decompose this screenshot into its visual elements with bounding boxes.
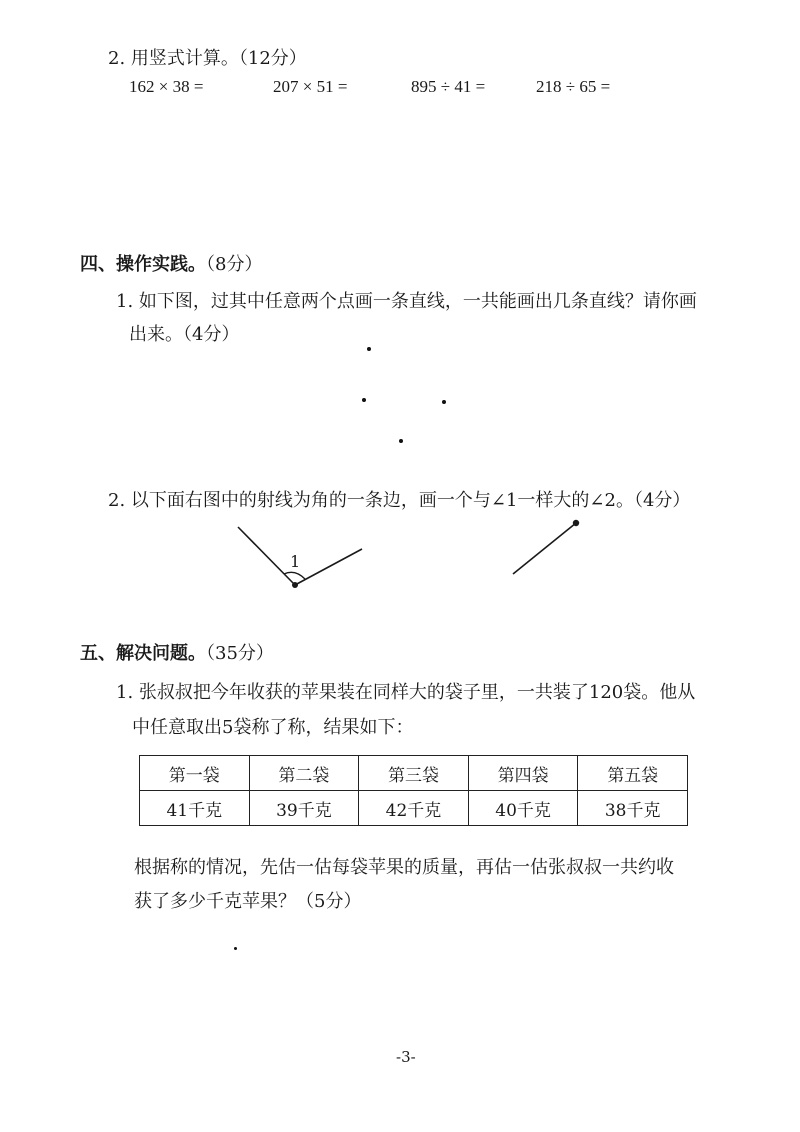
section4-points: （8分） bbox=[206, 254, 263, 275]
table-header-cell: 第二袋 bbox=[249, 756, 359, 791]
q2-title: 2. 用竖式计算。（12分） bbox=[108, 48, 307, 69]
page-number: -3- bbox=[396, 1048, 416, 1066]
table-row bbox=[140, 791, 688, 826]
table-cell: 42千克 bbox=[359, 791, 469, 826]
calc-item-3: 895 ÷ 41 = bbox=[411, 77, 486, 96]
table-cell: 41千克 bbox=[140, 791, 250, 826]
table-header-row bbox=[140, 756, 688, 791]
table-header-cell: 第三袋 bbox=[359, 756, 469, 791]
section5-heading bbox=[80, 639, 274, 665]
table-cell: 38千克 bbox=[578, 791, 688, 826]
table-header-cell: 第四袋 bbox=[468, 756, 578, 791]
s4-q1-line1: 1. 如下图，过其中任意两个点画一条直线，一共能画出几条直线？请你画 bbox=[116, 291, 697, 312]
s4-q2-text: 2. 以下面右图中的射线为角的一条边，画一个与∠1一样大的∠2。（4分） bbox=[108, 490, 691, 511]
calc-item-1: 162 × 38 = bbox=[129, 77, 204, 96]
table-cell: 40千克 bbox=[468, 791, 578, 826]
table-cell: 39千克 bbox=[249, 791, 359, 826]
calc-item-4: 218 ÷ 65 = bbox=[536, 77, 611, 96]
s5-q1-line2: 中任意取出5袋称了称，结果如下： bbox=[132, 717, 414, 738]
table-header-cell: 第一袋 bbox=[140, 756, 250, 791]
section4-title: 四、操作实践。 bbox=[80, 254, 206, 275]
s5-q1-line1: 1. 张叔叔把今年收获的苹果装在同样大的袋子里，一共装了120袋。他从 bbox=[116, 682, 696, 703]
section5-points: （35分） bbox=[206, 643, 274, 664]
table-header-cell: 第五袋 bbox=[578, 756, 688, 791]
s5-ask-line1: 根据称的情况，先估一估每袋苹果的质量，再估一估张叔叔一共约收 bbox=[134, 857, 674, 878]
calc-item-2: 207 × 51 = bbox=[273, 77, 348, 96]
s4-q1-line2: 出来。（4分） bbox=[129, 324, 240, 345]
angle-1-label: 1 bbox=[290, 552, 301, 571]
section5-title: 五、解决问题。 bbox=[80, 643, 206, 664]
weights-table bbox=[139, 755, 688, 826]
s5-ask-line2: 获了多少千克苹果？（5分） bbox=[134, 891, 362, 912]
ray-figure bbox=[513, 520, 579, 574]
stray-mark bbox=[234, 947, 237, 950]
